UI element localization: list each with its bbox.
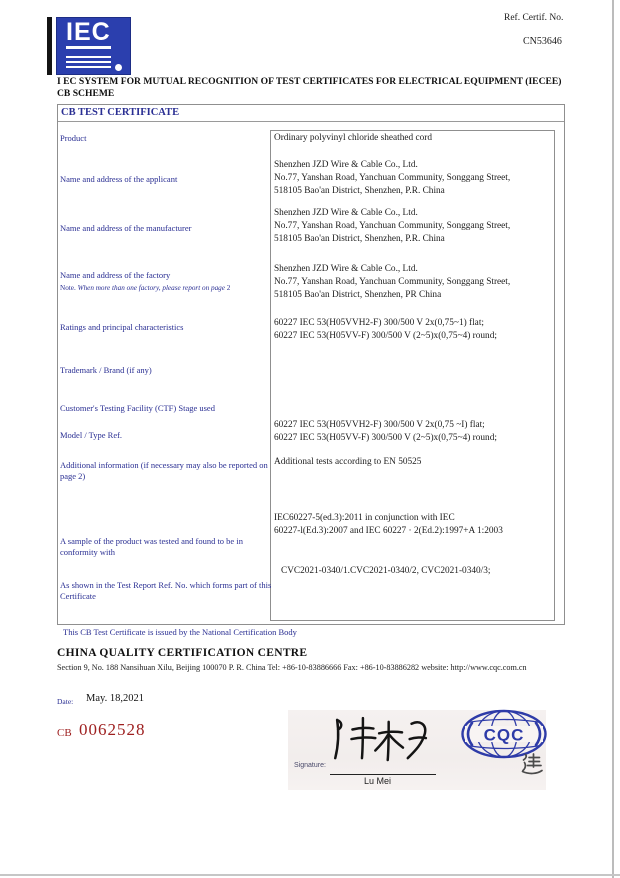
certificate-title-strip [58,105,564,122]
product-value: Ordinary polyvinyl chloride sheathed cord [274,133,433,143]
certification-body-name: CHINA QUALITY CERTIFICATION CENTRE [57,647,308,659]
factory-line: No.77, Yanshan Road, Yanchuan Community, Songgang Street, [274,277,511,288]
signature-line [330,774,436,775]
factory-line: Shenzhen JZD Wire & Cable Co., Ltd. [274,264,418,274]
date-label: Date: [57,697,74,706]
applicant-line: Shenzhen JZD Wire & Cable Co., Ltd. [274,160,418,170]
manufacturer-label: Name and address of the manufacturer [60,223,192,233]
test-report-value: CVC2021-0340/1.CVC2021-0340/2, CVC2021-0340/3; [281,566,491,576]
conformity-line: IEC60227-5(ed.3):2011 in conjunction with IEC [274,513,455,523]
factory-label: Name and address of the factory [60,270,171,280]
ctf-label: Customer's Testing Facility (CTF) Stage used [60,403,215,413]
manufacturer-line: No.77, Yanshan Road, Yanchuan Community, Songgang Street, [274,221,511,232]
applicant-line: 518105 Bao'an District, Shenzhen, P.R. China [274,186,445,197]
iec-logo-line [66,56,111,58]
model-value [274,419,497,445]
iec-logo-spine [47,17,52,75]
signatory-name: Lu Mei [364,776,392,786]
stamp-signature-region [288,710,546,790]
value-column-frame [270,130,555,621]
iec-logo-dot [115,64,122,71]
iec-logo-box [56,17,131,75]
manufacturer-value [274,207,510,247]
model-line: 60227 IEC 53(H05VV-F) 300/500 V (2~5)x(0,75~4) round; [274,433,497,444]
model-label: Model / Type Ref. [60,430,123,440]
product-label: Product [60,133,87,143]
additional-info-label: Additional information (if necessary may also be reported on page 2) [60,460,268,481]
handwritten-signature [320,710,444,770]
applicant-value [274,159,510,199]
page-scan-edge-right [612,0,614,878]
cb-number-prefix: CB [57,727,72,739]
iec-logo-line [66,61,111,63]
ratings-label: Ratings and principal characteristics [60,322,184,332]
iec-logo [47,17,133,75]
scheme-title: I EC SYSTEM FOR MUTUAL RECOGNITION OF TEST CERTIFICATES FOR ELECTRICAL EQUIPMENT (IECEE) CB SCHEME [57,76,562,99]
page-scan-edge-bottom [0,874,620,876]
jian-stamp-character [520,752,544,776]
trademark-label: Trademark / Brand (if any) [60,365,152,375]
factory-note [60,284,230,292]
conformity-line: 60227-l(Ed.3):2007 and IEC 60227 · 2(Ed.2):1997+A 1:2003 [274,526,503,537]
issued-by-line: This CB Test Certificate is issued by the National Certification Body [63,627,297,637]
applicant-label: Name and address of the applicant [60,174,178,184]
conformity-value [274,512,503,538]
applicant-line: No.77, Yanshan Road, Yanchuan Community, Songgang Street, [274,173,511,184]
model-line: 60227 IEC 53(H05VVH2-F) 300/500 V 2x(0,75 ~I) flat; [274,420,485,430]
factory-value [274,263,510,303]
signature-label: Signature: [294,762,326,769]
certificate-title: CB TEST CERTIFICATE [61,107,180,118]
factory-note-italic: When more than one factory, please report on page [77,284,225,292]
date-value: May. 18,2021 [86,693,144,704]
iec-logo-text: IEC [66,19,111,49]
manufacturer-line: Shenzhen JZD Wire & Cable Co., Ltd. [274,208,418,218]
ref-certif-number: CN53646 [523,36,562,47]
ratings-line: 60227 IEC 53(H05VV-F) 300/500 V (2~5)x(0,75~4) round; [274,331,497,342]
ref-certif-label: Ref. Certif. No. [504,13,564,23]
factory-line: 518105 Bao'an District, Shenzhen, PR China [274,290,442,301]
ratings-line: 60227 IEC 53(H05VVH2-F) 300/500 V 2x(0,75~1) flat; [274,318,484,328]
cb-number: 0062528 [79,720,146,739]
ratings-value [274,317,497,343]
factory-note-tail: 2 [226,284,231,292]
iec-logo-line [66,66,111,68]
manufacturer-line: 518105 Bao'an District, Shenzhen, P.R. China [274,234,445,245]
conformity-label: A sample of the product was tested and found to be in conformity with [60,536,243,557]
additional-info-value: Additional tests according to EN 50525 [274,457,422,467]
cqc-logo-text: CQC [483,725,525,745]
factory-note-prefix: Note. [60,284,76,292]
test-report-label: As shown in the Test Report Ref. No. which forms part of this Certificate [60,580,272,601]
certification-body-address: Section 9, No. 188 Nansihuan Xilu, Beijing 100070 P. R. China Tel: +86-10-83886666 Fax: +86-10-83886282 website: http://www.cqc.com.cn [57,663,527,672]
